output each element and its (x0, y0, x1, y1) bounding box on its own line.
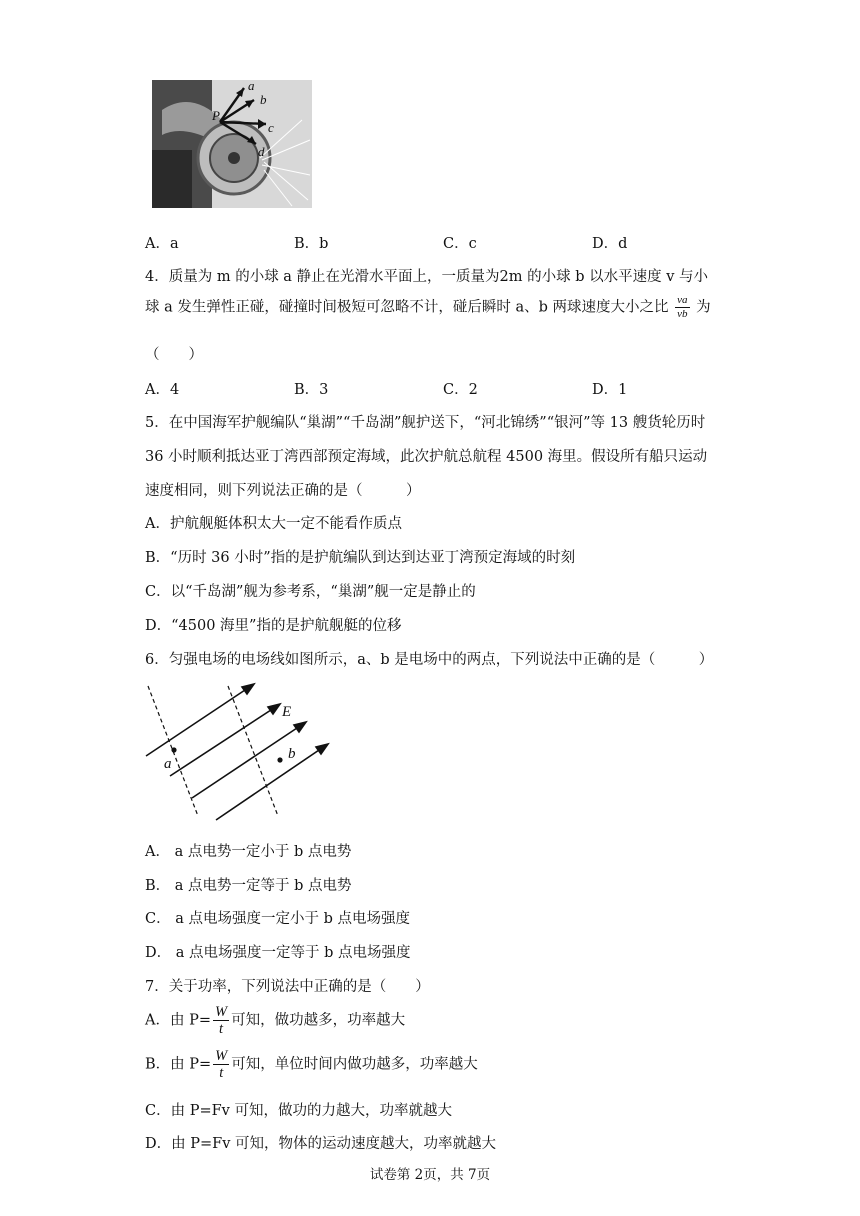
q7-option-b[interactable] (145, 1048, 478, 1081)
q3-options (0, 232, 860, 252)
arrow-c-label: c (268, 120, 274, 135)
q4-velocity-ratio (675, 294, 689, 321)
grinder-photo (152, 80, 312, 208)
q4-option-a[interactable]: A．4 (145, 382, 180, 398)
q7-option-b-text: 可知，单位时间内做功越多，功率越大 (231, 1056, 478, 1073)
q4-option-d[interactable]: D．1 (592, 382, 628, 398)
q5-option-b[interactable]: B．“历时 36 小时”指的是护航编队到达到达亚丁湾预定海域的时刻 (145, 550, 576, 566)
q7-stem: 7．关于功率，下列说法中正确的是（ ） (145, 979, 430, 995)
page-footer: 试卷第 2页，共 7页 (369, 1167, 491, 1183)
q6-option-c[interactable]: C． a 点电场强度一定小于 b 点电场强度 (145, 911, 410, 927)
field-e-label: E (282, 704, 292, 720)
arrow-d-label: d (258, 144, 265, 159)
q4-stem-line1: 4．质量为 m 的小球 a 静止在光滑水平面上，一质量为2m 的小球 b 以水平速度 v 与小 (145, 269, 709, 285)
q5-stem-line2: 36 小时顺利抵达亚丁湾西部预定海域，此次护航总航程 4500 海里。假设所有船只运动 (145, 449, 708, 465)
q4-stem-line2-text: 球 a 发生弹性正碰，碰撞时间极短可忽略不计，碰后瞬时 a、b 两球速度大小之比 (145, 299, 669, 316)
point-b-label: b (288, 746, 296, 762)
q5-option-c[interactable]: C．以“千岛湖”舰为参考系，“巢湖”舰一定是静止的 (145, 584, 476, 600)
q4-frac-denominator: vb (677, 308, 688, 320)
q3-option-d[interactable]: D．d (592, 236, 628, 252)
q4-options (0, 378, 860, 398)
q5-stem-line1: 5．在中国海军护舰编队“巢湖”“千岛湖”舰护送下，“河北锦绣”“银河”等 13 艘货轮历时 (145, 415, 706, 431)
q3-option-c[interactable]: C．c (443, 236, 477, 252)
q4-stem-line2-end: 为 (696, 299, 711, 316)
q6-option-d[interactable]: D． a 点电场强度一定等于 b 点电场强度 (145, 945, 411, 961)
q7-option-a-text: 可知，做功越多，功率越大 (231, 1012, 406, 1029)
q6-stem: 6．匀强电场的电场线如图所示，a、b 是电场中的两点，下列说法中正确的是（ ） (145, 652, 714, 668)
work-numerator: W (215, 1048, 228, 1064)
arrow-a-label: a (248, 80, 255, 93)
q6-option-b[interactable]: B． a 点电势一定等于 b 点电势 (145, 878, 352, 894)
q7-option-a[interactable] (145, 1004, 405, 1037)
q7-option-c[interactable]: C．由 P=Fv 可知，做功的力越大，功率就越大 (145, 1103, 452, 1119)
q7-option-a-formula (213, 1004, 229, 1037)
time-denominator: t (219, 1065, 224, 1081)
q7-option-a-prefix: A．由 P= (145, 1012, 211, 1029)
q7-option-d[interactable]: D．由 P=Fv 可知，物体的运动速度越大，功率就越大 (145, 1136, 497, 1152)
q4-stem-line3: （ ） (145, 347, 203, 363)
q3-option-a[interactable]: A．a (145, 236, 179, 252)
q7-option-b-formula (213, 1048, 229, 1081)
q4-option-b[interactable]: B．3 (294, 382, 329, 398)
time-denominator: t (219, 1021, 224, 1037)
point-a-label: a (164, 756, 172, 772)
work-numerator: W (215, 1004, 228, 1020)
q7-option-b-prefix: B．由 P= (145, 1056, 212, 1073)
q5-option-d[interactable]: D．“4500 海里”指的是护航舰艇的位移 (145, 618, 402, 634)
point-p-label: P (212, 108, 220, 123)
q6-option-a[interactable]: A． a 点电势一定小于 b 点电势 (145, 844, 352, 860)
q5-stem-line3: 速度相同，则下列说法正确的是（ ） (145, 483, 421, 499)
q4-frac-numerator: va (677, 294, 688, 306)
q5-option-a[interactable]: A．护航舰艇体积太大一定不能看作质点 (145, 516, 402, 532)
q4-stem-line2 (145, 294, 711, 321)
arrow-b-label: b (260, 92, 267, 107)
q4-option-c[interactable]: C．2 (443, 382, 478, 398)
electric-field-figure (140, 676, 340, 826)
q3-option-b[interactable]: B．b (294, 236, 329, 252)
